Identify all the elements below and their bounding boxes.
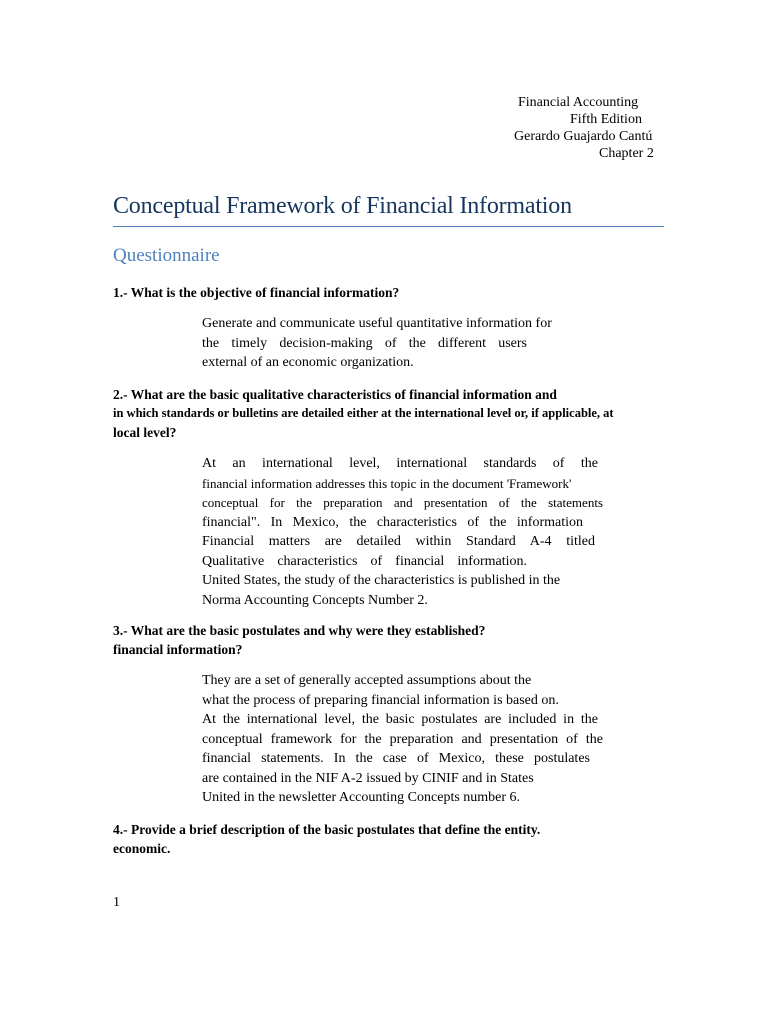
answer-3-line-7: United in the newsletter Accounting Concepts number 6. [202, 790, 521, 805]
question-3-line-2: financial information? [113, 642, 243, 657]
question-2 [113, 385, 614, 442]
question-4 [113, 820, 540, 858]
answer-3-line-6: are contained in the NIF A-2 issued by CINIF and in States [202, 770, 534, 786]
question-4-line-1: 4.- Provide a brief description of the basic postulates that define the entity. [113, 822, 541, 837]
answer-2 [202, 454, 603, 610]
question-4-line-2: economic. [113, 841, 171, 856]
header-chapter: Chapter 2 [599, 146, 654, 161]
answer-2-line-4: financial". In Mexico, the characteristics of the information [202, 514, 583, 530]
answer-2-line-8: Norma Accounting Concepts Number 2. [202, 592, 428, 608]
header-edition: Fifth Edition [570, 112, 642, 127]
answer-2-line-5: Financial matters are detailed within Standard A-4 titled [202, 534, 595, 549]
question-2-line-2: in which standards or bulletins are detailed either at the international level or, if applicable, at [113, 406, 614, 420]
section-heading: Questionnaire [113, 245, 220, 266]
question-2-line-3: local level? [113, 425, 177, 440]
answer-1 [202, 314, 552, 373]
answer-3-line-1: They are a set of generally accepted assumptions about the [202, 673, 532, 688]
answer-3-line-5: financial statements. In the case of Mexico, these postulates [202, 751, 590, 766]
question-1-line-1: 1.- What is the objective of financial information? [113, 285, 400, 300]
answer-1-line-1: Generate and communicate useful quantitative information for [202, 316, 552, 331]
answer-3 [202, 671, 603, 808]
answer-3-line-4: conceptual framework for the preparation and presentation of the [202, 731, 603, 747]
answer-2-line-6: Qualitative characteristics of financial information. [202, 553, 527, 569]
question-3 [113, 621, 485, 659]
answer-3-line-2: what the process of preparing financial information is based on. [202, 692, 559, 708]
page-title: Conceptual Framework of Financial Information [113, 193, 572, 219]
page-number: 1 [113, 895, 120, 910]
answer-3-line-3: At the international level, the basic postulates are included in the [202, 712, 598, 727]
answer-2-line-7: United States, the study of the characteristics is published in the [202, 573, 561, 588]
answer-1-line-2: the timely decision-making of the different users [202, 335, 527, 351]
header-book-title: Financial Accounting [518, 95, 639, 110]
question-3-line-1: 3.- What are the basic postulates and why were they established? [113, 623, 486, 638]
answer-1-line-3: external of an economic organization. [202, 355, 414, 370]
question-1 [113, 283, 399, 302]
answer-2-line-1: At an international level, international standards of the [202, 456, 598, 471]
header-author: Gerardo Guajardo Cantú [514, 129, 653, 144]
title-underline [113, 226, 664, 227]
answer-2-line-2: financial information addresses this topic in the document 'Framework' [202, 475, 572, 491]
answer-2-line-3: conceptual for the preparation and presentation of the statements [202, 495, 603, 510]
question-2-line-1: 2.- What are the basic qualitative characteristics of financial information and [113, 387, 557, 402]
